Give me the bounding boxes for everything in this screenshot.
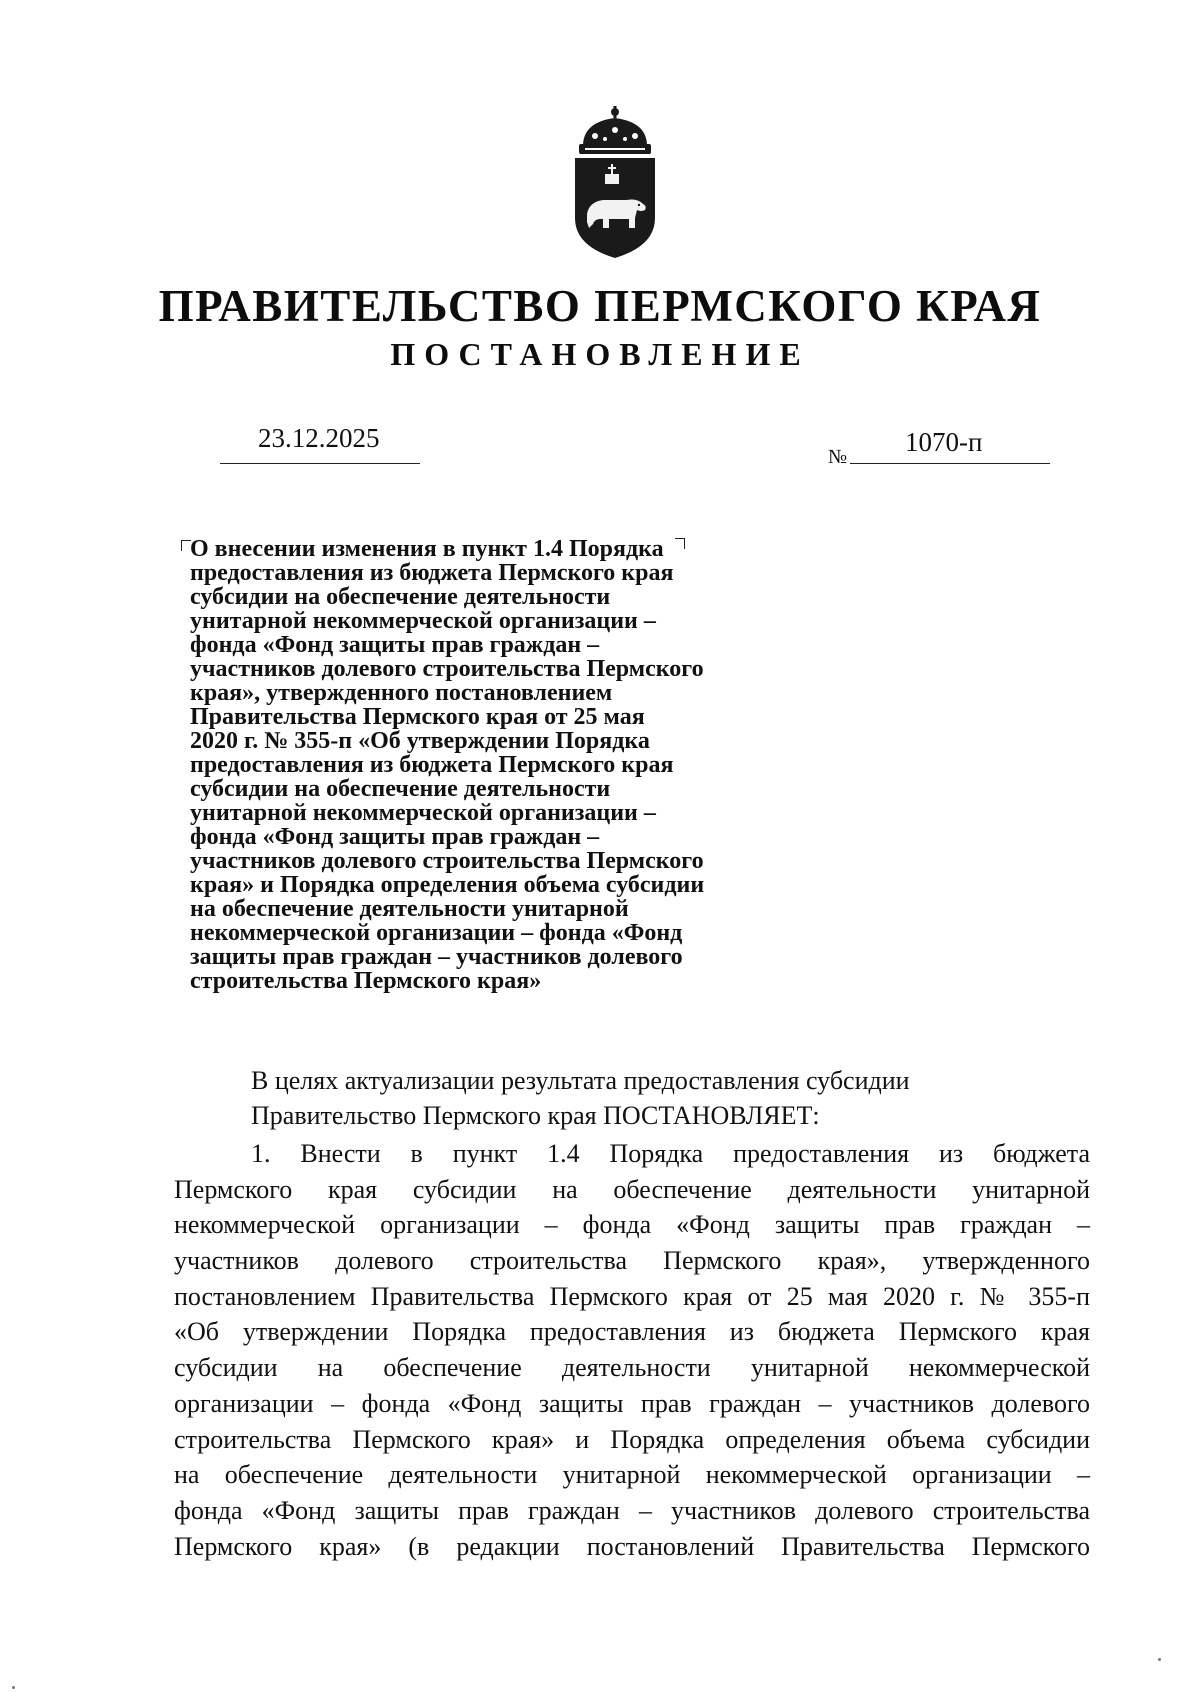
subject-line: на обеспечение деятельности унитарной: [190, 896, 629, 922]
subject-line: строительства Пермского края»: [190, 968, 542, 994]
preamble-line: Правительство Пермского края ПОСТАНОВЛЯЕТ:: [251, 1101, 820, 1130]
body-line: субсидии на обеспечение деятельности унитарной некоммерческой: [174, 1353, 1090, 1383]
document-subject: [190, 537, 750, 993]
subject-line: унитарной некоммерческой организации –: [190, 608, 656, 634]
subject-line: Правительства Пермского края от 25 мая: [190, 704, 645, 730]
subject-line: некоммерческой организации – фонда «Фонд: [190, 920, 683, 946]
body-line: строительства Пермского края» и Порядка определения объема субсидии: [174, 1424, 1090, 1454]
date-underline: [220, 463, 420, 464]
body-line: фонда «Фонд защиты прав граждан – участников долевого строительства: [174, 1495, 1090, 1525]
subject-line: края» и Порядка определения объема субсидии: [190, 872, 705, 898]
preamble-line: В целях актуализации результата предоставления субсидии: [251, 1066, 910, 1095]
subject-line: субсидии на обеспечение деятельности: [190, 776, 611, 802]
body-line: Пермского края субсидии на обеспечение деятельности унитарной: [174, 1174, 1090, 1204]
number-underline: [850, 463, 1050, 464]
subject-line: участников долевого строительства Пермского: [190, 848, 704, 874]
body-line: Пермского края» (в редакции постановлений Правительства Пермского: [174, 1531, 1090, 1561]
scan-speck: [1158, 1658, 1161, 1661]
perm-krai-coat-of-arms-icon: [565, 106, 665, 266]
document-body: [174, 1136, 1090, 1564]
subject-line: края», утвержденного постановлением: [190, 680, 613, 706]
subject-line: субсидии на обеспечение деятельности: [190, 584, 611, 610]
body-line: постановлением Правительства Пермского края от 25 мая 2020 г. № 355-п: [174, 1281, 1090, 1311]
subject-line: унитарной некоммерческой организации –: [190, 800, 656, 826]
subject-line: участников долевого строительства Пермского: [190, 656, 704, 682]
subject-line: О внесении изменения в пункт 1.4 Порядка: [190, 536, 664, 562]
number-prefix: №: [828, 446, 848, 468]
body-line: некоммерческой организации – фонда «Фонд защиты прав граждан –: [174, 1210, 1090, 1240]
document-number: 1070-п: [905, 427, 983, 457]
subject-line: защиты прав граждан – участников долевого: [190, 944, 683, 970]
government-title: ПРАВИТЕЛЬСТВО ПЕРМСКОГО КРАЯ: [158, 281, 1042, 331]
subject-line: 2020 г. № 355-п «Об утверждении Порядка: [190, 728, 650, 754]
subject-line: фонда «Фонд защиты прав граждан –: [190, 824, 600, 850]
body-line: организации – фонда «Фонд защиты прав граждан – участников долевого: [174, 1388, 1090, 1418]
scan-speck: [12, 1686, 15, 1689]
body-line: участников долевого строительства Пермского края», утвержденного: [174, 1246, 1090, 1276]
subject-line: предоставления из бюджета Пермского края: [190, 560, 674, 586]
subject-line: фонда «Фонд защиты прав граждан –: [190, 632, 600, 658]
body-line: на обеспечение деятельности унитарной некоммерческой организации –: [174, 1460, 1090, 1490]
document-type: ПОСТАНОВЛЕНИЕ: [390, 336, 810, 372]
body-line: «Об утверждении Порядка предоставления из бюджета Пермского края: [174, 1317, 1090, 1347]
body-line: 1. Внести в пункт 1.4 Порядка предоставления из бюджета: [251, 1139, 1090, 1168]
subject-line: предоставления из бюджета Пермского края: [190, 752, 674, 778]
document-date: 23.12.2025: [258, 423, 380, 453]
